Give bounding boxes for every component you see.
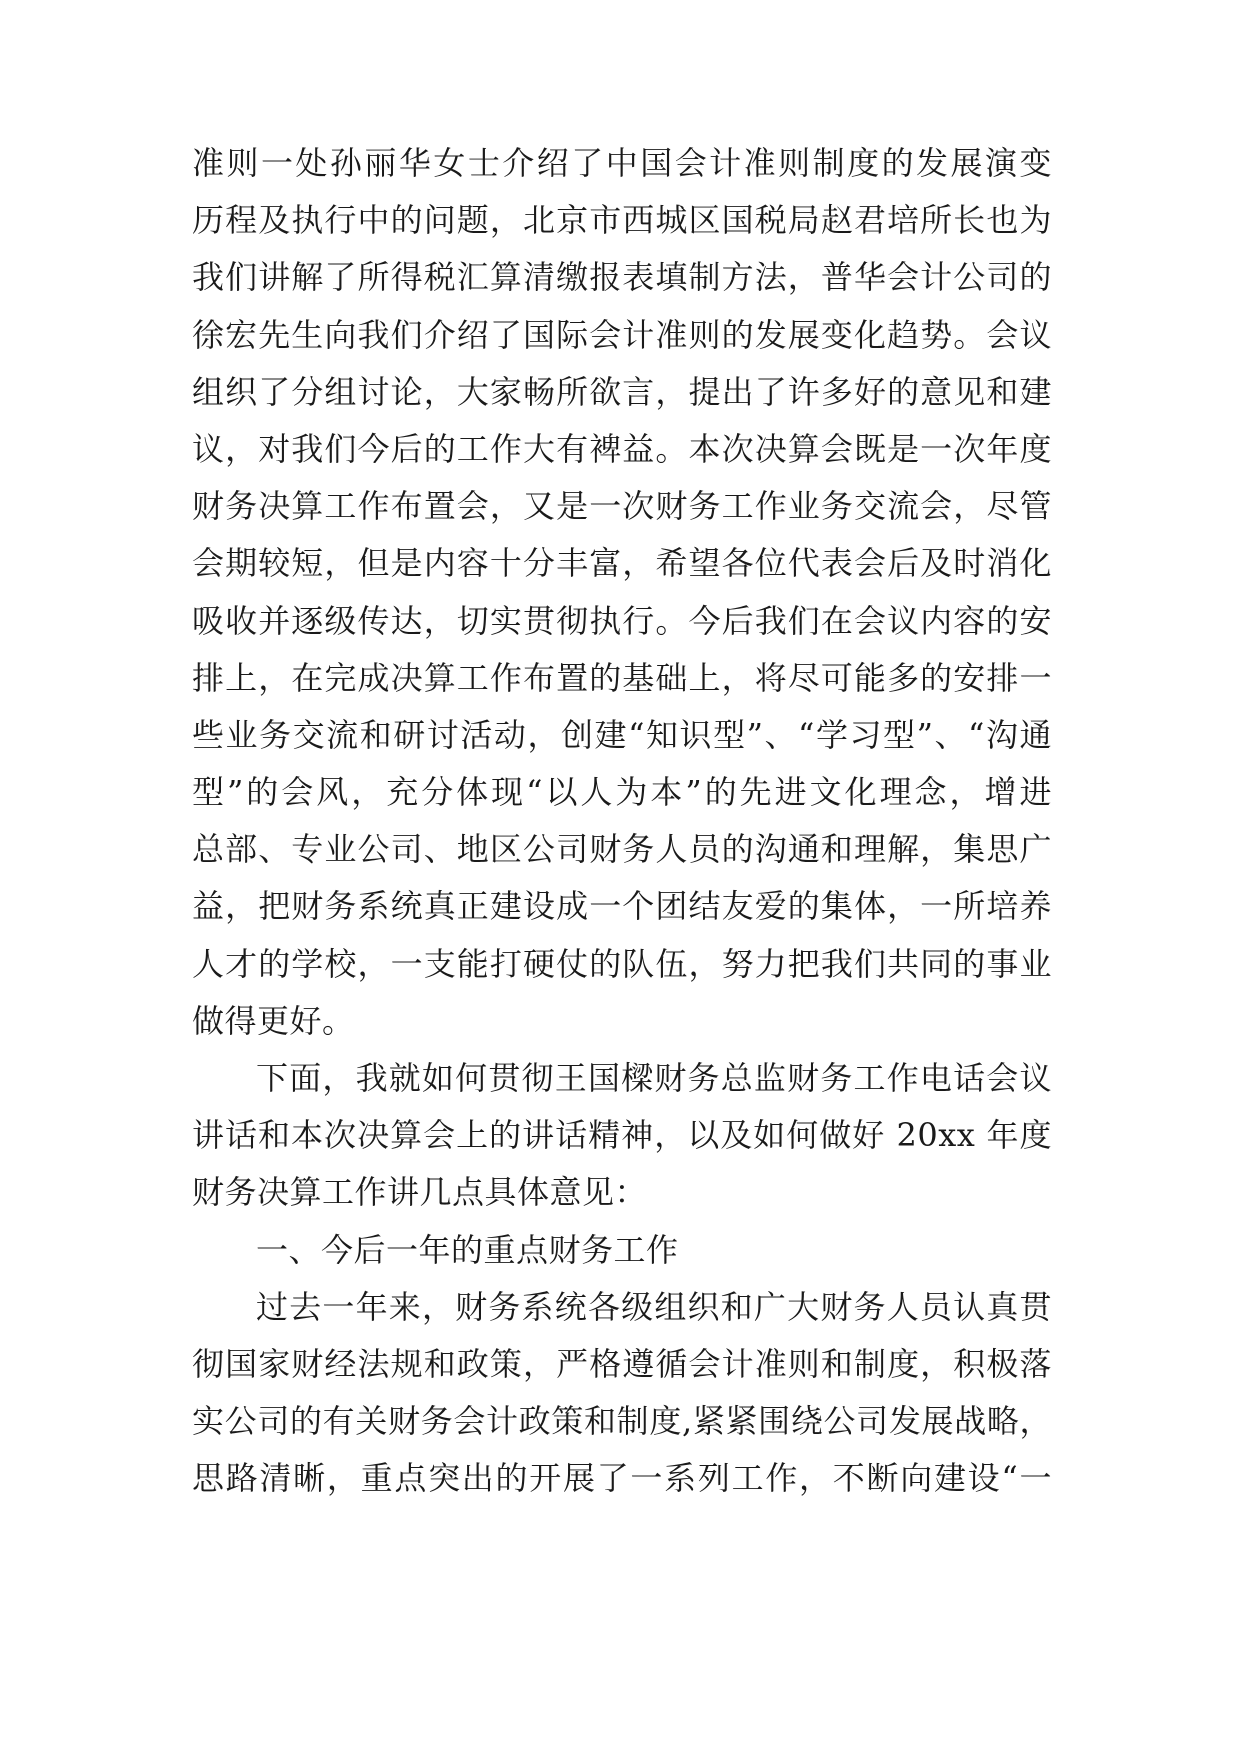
text-line: 彻国家财经法规和政策，严格遵循会计准则和制度，积极落: [192, 1344, 1052, 1383]
text-line: 人才的学校，一支能打硬仗的队伍，努力把我们共同的事业: [192, 944, 1052, 983]
text-line: 下面，我就如何贯彻王国樑财务总监财务工作电话会议: [256, 1059, 1052, 1097]
text-line: 组织了分组讨论，大家畅所欲言，提出了许多好的意见和建: [192, 372, 1052, 411]
text-line: 一、今后一年的重点财务工作: [256, 1230, 679, 1269]
text-line: 徐宏先生向我们介绍了国际会计准则的发展变化趋势。会议: [192, 315, 1052, 354]
text-line: 些业务交流和研讨活动，创建“知识型”、“学习型”、“沟通: [192, 715, 1052, 754]
text-line: 益，把财务系统真正建设成一个团结友爱的集体，一所培养: [192, 887, 1052, 926]
text-line: 实公司的有关财务会计政策和制度,紧紧围绕公司发展战略，: [192, 1402, 1052, 1441]
text-line: 议，对我们今后的工作大有裨益。本次决算会既是一次年度: [192, 429, 1052, 468]
body-text: [192, 135, 1052, 1508]
text-line: 过去一年来，财务系统各级组织和广大财务人员认真贯: [256, 1287, 1052, 1326]
text-line: 财务决算工作讲几点具体意见：: [192, 1173, 648, 1212]
text-line: 讲话和本次决算会上的讲话精神，以及如何做好 20xx 年度: [192, 1116, 1052, 1155]
text-line: 做得更好。: [192, 1001, 355, 1040]
text-line: 型”的会风，充分体现“以人为本”的先进文化理念，增进: [192, 773, 1052, 812]
text-line: 会期较短，但是内容十分丰富，希望各位代表会后及时消化: [192, 544, 1052, 583]
text-line: 吸收并逐级传达，切实贯彻执行。今后我们在会议内容的安: [192, 601, 1052, 640]
text-line: 准则一处孙丽华女士介绍了中国会计准则制度的发展演变: [192, 144, 1052, 182]
text-line: 排上，在完成决算工作布置的基础上，将尽可能多的安排一: [192, 658, 1052, 697]
text-line: 财务决算工作布置会，又是一次财务工作业务交流会，尽管: [192, 487, 1052, 526]
text-line: 思路清晰，重点突出的开展了一系列工作，不断向建设“一: [192, 1459, 1052, 1498]
text-line: 我们讲解了所得税汇算清缴报表填制方法，普华会计公司的: [192, 258, 1052, 297]
text-line: 历程及执行中的问题，北京市西城区国税局赵君培所长也为: [192, 201, 1052, 240]
text-line: 总部、专业公司、地区公司财务人员的沟通和理解，集思广: [192, 830, 1052, 869]
